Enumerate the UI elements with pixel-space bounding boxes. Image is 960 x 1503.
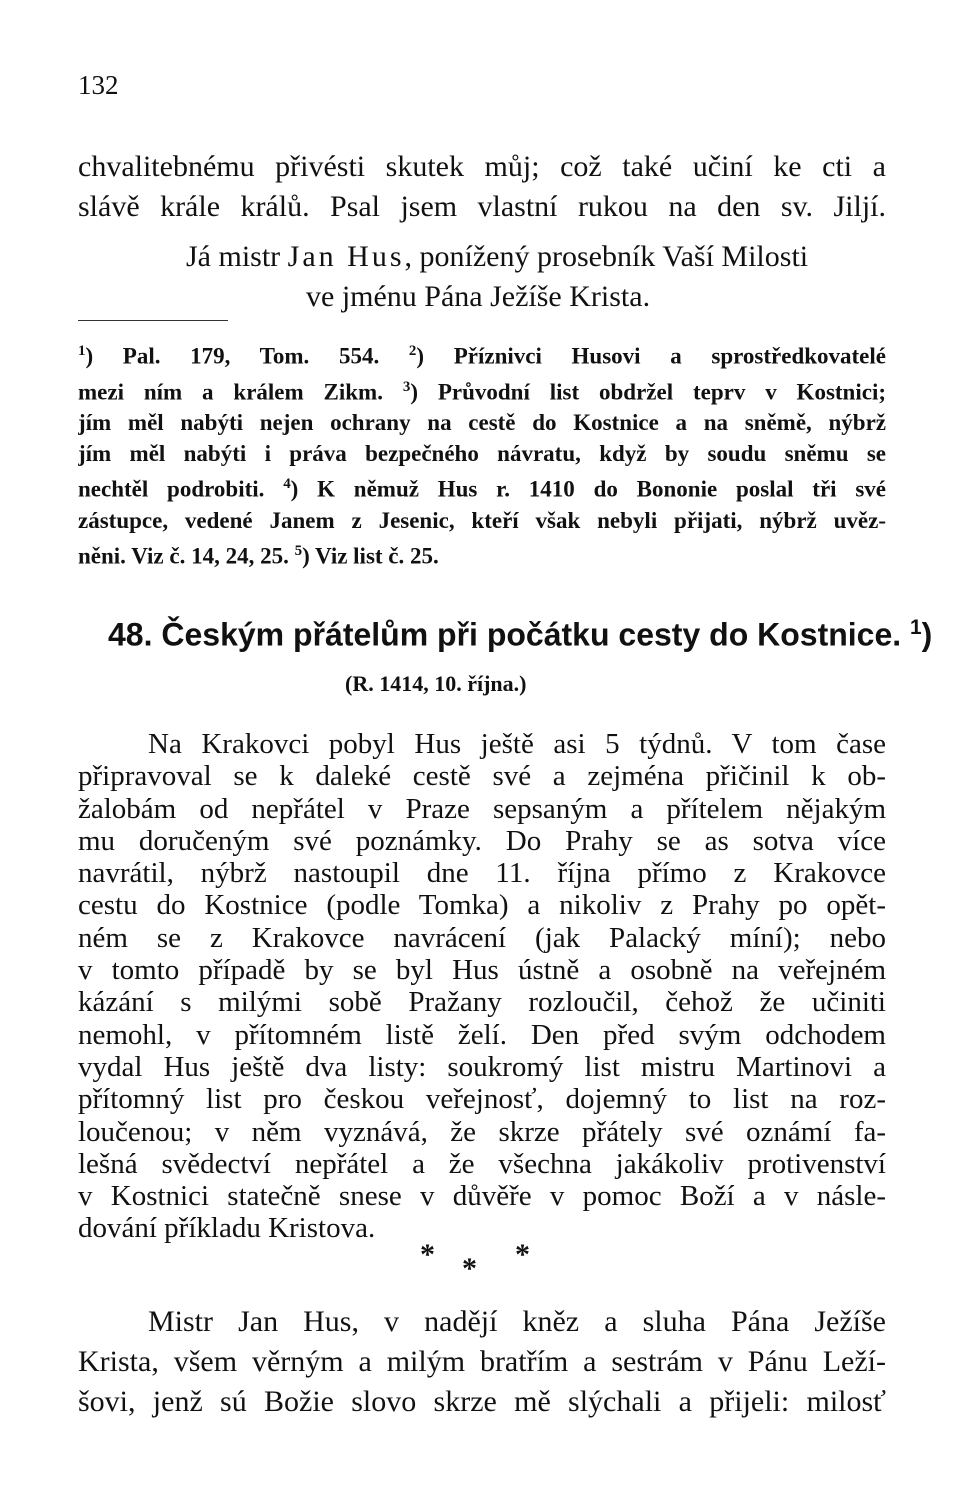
text-line: cestu do Kostnice (podle Tomka) a nikoliv z Prahy po opět-	[78, 889, 886, 922]
footnote-line: jím měl nabýti nejen ochrany na cestě do Kostnice a na sněmě, nýbrž	[78, 410, 886, 436]
intro-paragraph	[78, 728, 886, 1245]
text-line: v Kostnici statečně snese v důvěře v pomoc Boží a v násle-	[78, 1180, 886, 1213]
footnote-line	[78, 469, 886, 505]
footnote-text: něni. Viz č. 14, 24, 25.	[78, 543, 289, 569]
signature-line: ve jménu Pána Ježíše Krista.	[306, 280, 651, 313]
footnote-line: zástupce, vedené Janem z Jesenic, kteří však nebyli přijati, nýbrž uvěz-	[78, 507, 886, 533]
text-line: loučenou; v něm vyznává, že skrze přátely své oznámí fa-	[78, 1115, 886, 1148]
text-line: žalobám od nepřátel v Praze sepsaným a přítelem nějakým	[78, 792, 886, 825]
text-line: v tomto případě by se byl Hus ústně a osobně na veřejném	[78, 954, 886, 987]
text-line: vydal Hus ještě dva listy: soukromý list mistru Martinovi a	[78, 1050, 886, 1083]
text-line: ném se z Krakovce navrácení (jak Palacký míní); nebo	[78, 921, 886, 954]
text-line: slávě krále králů. Psal jsem vlastní rukou na den sv. Jiljí.	[78, 190, 886, 223]
footnote-marker: 1	[910, 616, 922, 639]
text-line: šovi, jenž sú Božie slovo skrze mě slýchali a přijeli: milosť	[78, 1385, 886, 1418]
section-date: (R. 1414, 10. října.)	[345, 671, 527, 696]
footnote-text: ) Příznivci Husovi a sprostředkovatelé	[416, 343, 886, 369]
section-title	[108, 616, 932, 654]
text-line: dování příkladu Kristova.	[78, 1212, 376, 1245]
footnote-marker: 2	[408, 343, 417, 359]
text-line: Na Krakovci pobyl Hus ještě asi 5 týdnů. V tom čase	[148, 728, 886, 760]
footnote-text: mezi ním a králem Zikm.	[78, 379, 383, 405]
text-line: lešná svědectví nepřátel a že všechna jakákoliv protivenství	[78, 1147, 886, 1180]
text-line: navrátil, nýbrž nastoupil dne 11. října přímo z Krakovce	[78, 857, 886, 890]
letter-ending	[78, 147, 886, 227]
signature-line	[78, 237, 886, 277]
signature-suffix: , ponížený prosebník Vaší Milosti	[404, 240, 809, 273]
asterisk: *	[420, 1238, 435, 1271]
footnote-line	[78, 336, 886, 372]
footnote-text: ) Viz list č. 25.	[302, 543, 439, 569]
text-line: Krista, všem věrným a milým bratřím a sestrám v Pánu Leží-	[78, 1345, 886, 1378]
asterisk: *	[462, 1252, 477, 1285]
text-line: Mistr Jan Hus, v nadějí kněz a sluha Pána Ježíše	[148, 1305, 886, 1338]
footnote-marker: 5	[294, 542, 303, 559]
footnote-text: ) Průvodní list obdržel teprv v Kostnici;	[410, 379, 886, 405]
text-line: nemohl, v přítomném listě želí. Den před svým odchodem	[78, 1018, 886, 1051]
asterisk: *	[515, 1238, 530, 1271]
footnote-line: jím měl nabýti i práva bezpečného návratu, když by soudu sněmu se	[78, 441, 886, 467]
footnote-text: ) K němuž Hus r. 1410 do Bononie poslal tři své	[290, 476, 886, 502]
page-number: 132	[78, 70, 119, 100]
text-line: chvalitebnému přivésti skutek můj; což také učiní ke cti a	[78, 150, 886, 183]
footnote-marker: 1	[78, 343, 86, 359]
section-separator	[420, 1238, 550, 1288]
footnote-divider	[78, 320, 228, 321]
footnote-marker-paren: )	[921, 616, 933, 653]
footnotes	[78, 336, 886, 572]
text-line: přítomný list pro českou veřejnosť, dojemný to list na roz-	[78, 1083, 886, 1116]
text-line: mu doručeným své poznámky. Do Prahy se as sotva více	[78, 824, 886, 857]
text-line: připravoval se k daleké cestě své a zejména přičinil k ob-	[78, 760, 886, 793]
signature-prefix: Já mistr	[186, 240, 288, 273]
footnote-text: ) Pal. 179, Tom. 554.	[85, 343, 380, 369]
letter-beginning	[78, 1302, 886, 1422]
author-name: Jan Hus	[287, 240, 405, 273]
signature	[78, 237, 886, 317]
footnote-marker: 4	[283, 476, 291, 493]
section-title-text: 48. Českým přátelům při počátku cesty do Kostnice.	[108, 616, 902, 653]
footnote-line	[78, 372, 886, 408]
text-line: kázání s milými sobě Pražany rozloučil, čehož že učiniti	[78, 986, 886, 1019]
footnote-marker: 3	[402, 378, 411, 395]
footnote-text: nechtěl podrobiti.	[78, 476, 265, 502]
footnote-line	[78, 536, 886, 572]
